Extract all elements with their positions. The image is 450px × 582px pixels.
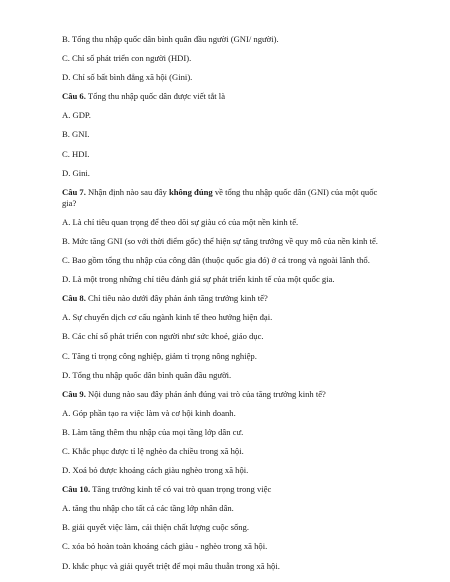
answer-option: A. Sự chuyển dịch cơ cấu ngành kinh tế theo hướng hiện đại. <box>62 312 273 323</box>
answer-option: B. Làm tăng thêm thu nhập của mọi tầng lớp dân cư. <box>62 426 244 437</box>
answer-option: A. Góp phần tạo ra việc làm và cơ hội kinh doanh. <box>62 407 236 418</box>
answer-option: C. Bao gồm tổng thu nhập của công dân (thuộc quốc gia đó) ở cả trong và ngoài lãnh thổ. <box>62 255 370 266</box>
question-text-continued: về tổng thu nhập quốc dân (GNI) của một quốc gia? <box>62 186 378 208</box>
question-number: Câu 8. <box>62 293 86 304</box>
question-text: Nội dung nào sau đây phản ánh đúng vai trò của tăng trưởng kinh tế? <box>85 388 326 399</box>
answer-option: C. xóa bỏ hoàn toàn khoảng cách giàu - nghèo trong xã hội. <box>62 541 268 552</box>
answer-option: B. Các chỉ số phát triển con người như sức khoẻ, giáo dục. <box>62 331 264 342</box>
answer-option: D. Xoá bỏ được khoảng cách giàu nghèo trong xã hội. <box>62 465 249 476</box>
answer-option: C. HDI. <box>62 148 90 159</box>
answer-option: D. Là một trong những chỉ tiêu đánh giá sự phát triển kinh tế của một quốc gia. <box>62 274 335 285</box>
question-stem <box>62 484 392 495</box>
quiz-document <box>62 34 392 580</box>
question-text: Chỉ tiêu nào dưới đây phản ánh tăng trưởng kinh tế? <box>85 293 268 304</box>
answer-option: D. Tổng thu nhập quốc dân bình quân đầu người. <box>62 369 232 380</box>
answer-option: D. Chỉ số bất bình đẳng xã hội (Gini). <box>62 72 193 83</box>
question-stem <box>62 91 392 102</box>
answer-option: B. Mức tăng GNI (so với thời điểm gốc) thể hiện sự tăng trưởng về quy mô của nền kinh tế. <box>62 235 378 246</box>
question-stem <box>62 293 392 304</box>
question-stem <box>62 187 392 209</box>
question-text: Tăng trưởng kinh tế có vai trò quan trọng trong việc <box>90 484 272 495</box>
answer-option: A. Là chỉ tiêu quan trọng để theo dõi sự giàu có của một nền kinh tế. <box>62 216 299 227</box>
question-number: Câu 7. <box>62 186 86 197</box>
answer-option: D. khắc phục và giải quyết triệt để mọi mâu thuẫn trong xã hội. <box>62 560 280 571</box>
answer-option: C. Tăng tỉ trọng công nghiệp, giảm tỉ trọng nông nghiệp. <box>62 350 257 361</box>
answer-option: B. GNI. <box>62 129 90 140</box>
question-emphasis: không đúng <box>168 186 213 197</box>
question-stem <box>62 389 392 400</box>
question-number: Câu 10. <box>62 484 91 495</box>
question-text: Nhận định nào sau đây <box>85 186 169 197</box>
answer-option: B. giải quyết việc làm, cải thiện chất lượng cuộc sống. <box>62 522 249 533</box>
question-number: Câu 9. <box>62 388 86 399</box>
answer-option: D. Gini. <box>62 167 90 178</box>
answer-option: C. Khắc phục được tỉ lệ nghèo đa chiều trong xã hội. <box>62 445 244 456</box>
question-text: Tổng thu nhập quốc dân được viết tắt là <box>85 91 226 102</box>
question-number: Câu 6. <box>62 91 86 102</box>
answer-option: A. GDP. <box>62 110 91 121</box>
answer-option: B. Tổng thu nhập quốc dân bình quân đầu người (GNI/ người). <box>62 34 279 44</box>
answer-option: A. tăng thu nhập cho tất cả các tầng lớp nhân dân. <box>62 503 234 514</box>
answer-option: C. Chỉ số phát triển con người (HDI). <box>62 53 192 64</box>
